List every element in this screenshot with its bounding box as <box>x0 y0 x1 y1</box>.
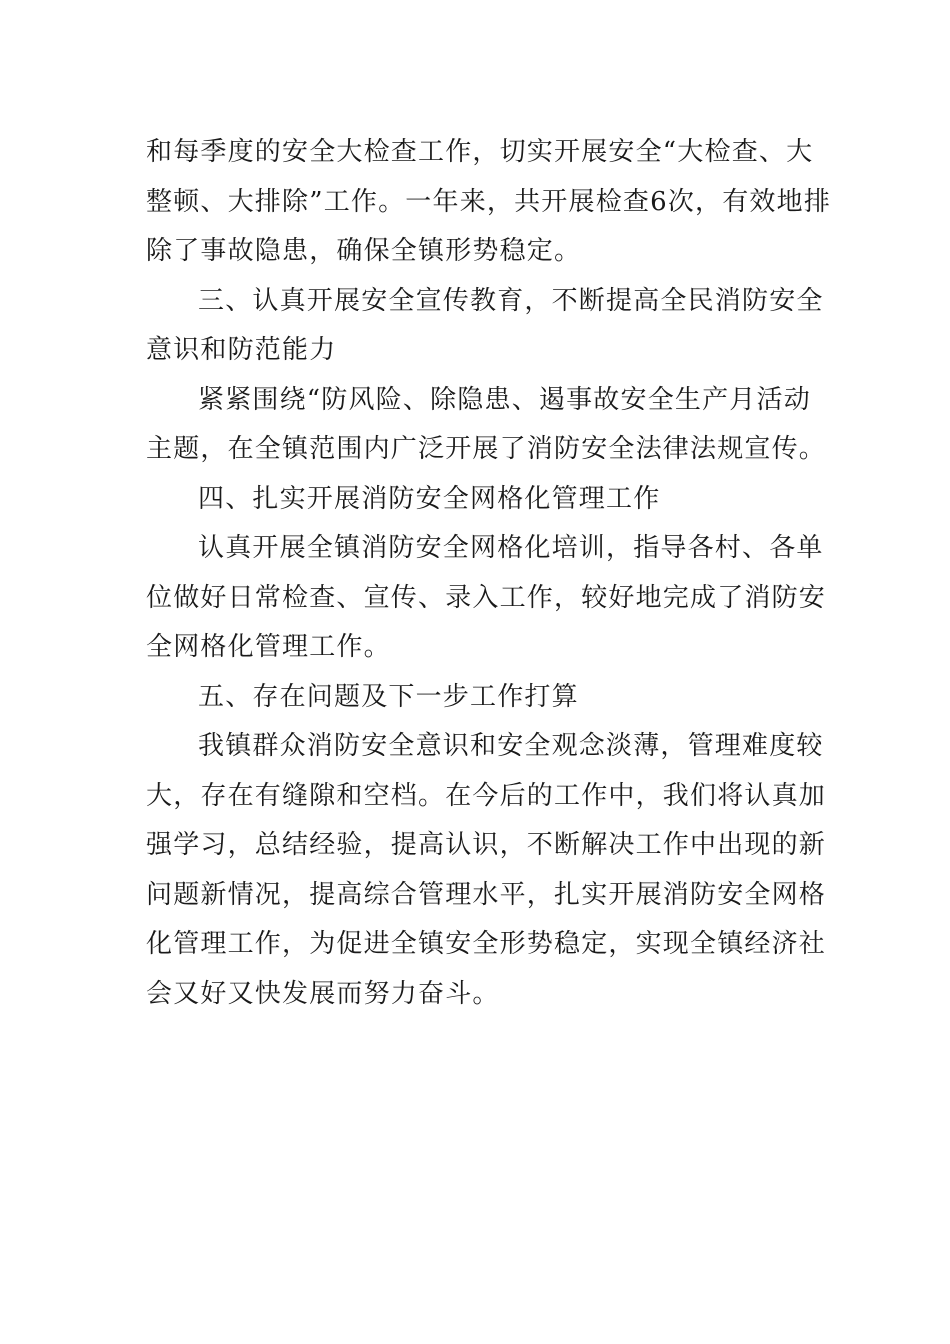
text-line: 化管理工作，为促进全镇安全形势稳定，实现全镇经济社 <box>146 929 827 959</box>
paragraph-inspection-work <box>146 128 832 277</box>
text-line: 除了事故隐患，确保全镇形势稳定。 <box>146 236 582 266</box>
paragraph-publicity <box>146 376 827 475</box>
text-line: 位做好日常检查、宣传、录入工作，较好地完成了消防安 <box>146 582 827 613</box>
text-line: 大，存在有缝隙和空档。在今后的工作中，我们将认真加 <box>146 780 827 811</box>
section-heading-5 <box>146 673 806 723</box>
text-line: 四、扎实开展消防安全网格化管理工作 <box>198 483 661 514</box>
text-line: 我镇群众消防安全意识和安全观念淡薄，管理难度较 <box>198 731 824 761</box>
text-line: 和每季度的安全大检查工作，切实开展安全“大检查、大 <box>146 137 814 167</box>
text-line: 强学习，总结经验，提高认识，不断解决工作中出现的新 <box>146 830 827 860</box>
document-page <box>146 128 832 1019</box>
section-heading-3 <box>146 277 824 376</box>
section-heading-4 <box>146 475 806 525</box>
text-line: 主题，在全镇范围内广泛开展了消防安全法律法规宣传。 <box>146 434 827 464</box>
text-line: 三、认真开展安全宣传教育，不断提高全民消防安全 <box>198 285 824 316</box>
text-line: 问题新情况，提高综合管理水平，扎实开展消防安全网格 <box>146 879 827 910</box>
paragraph-problems-plans <box>146 722 827 1019</box>
text-line: 认真开展全镇消防安全网格化培训，指导各村、各单 <box>198 533 824 563</box>
text-line: 意识和防范能力 <box>146 335 337 365</box>
text-line: 整顿、大排除”工作。一年来，共开展检查6次，有效地排 <box>146 186 832 217</box>
text-line: 全网格化管理工作。 <box>146 632 391 662</box>
text-line: 五、存在问题及下一步工作打算 <box>198 681 579 712</box>
paragraph-grid-training <box>146 524 827 673</box>
text-line: 会又好又快发展而努力奋斗。 <box>146 978 500 1009</box>
text-line: 紧紧围绕“防风险、除隐患、遏事故安全生产月活动 <box>198 384 811 415</box>
